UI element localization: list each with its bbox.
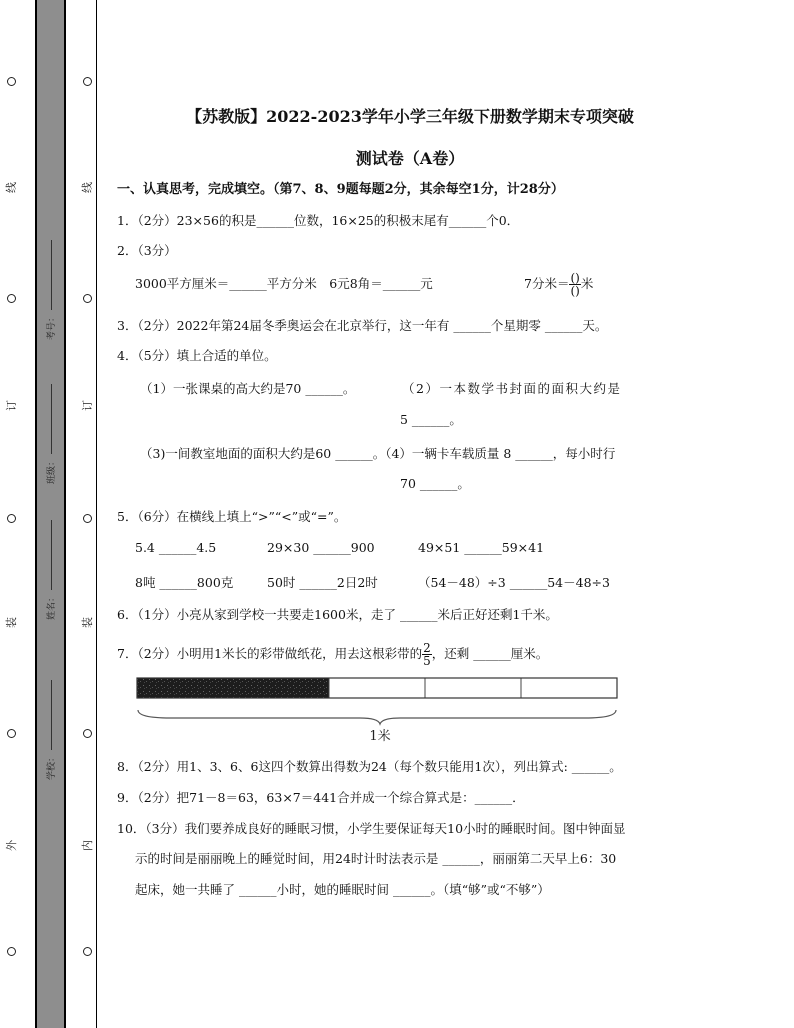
field-name — [44, 520, 57, 620]
field-class — [44, 384, 57, 484]
question-1: 1．（2分）23×56的积是______位数，16×25的积极末尾有______个0． — [117, 213, 520, 228]
punch-hole — [7, 77, 16, 86]
binding-gutter — [37, 0, 64, 1028]
margin-char-outer: 订 — [5, 400, 18, 411]
field-label: 班级： — [47, 456, 57, 484]
margin-rule-inner — [64, 0, 66, 1028]
margin-char-outer: 外 — [5, 840, 18, 851]
q7-prefix: 7．（2分）小明用1米长的彩带做纸花，用去这根彩带的 — [117, 646, 423, 661]
punch-hole — [83, 729, 92, 738]
question-2: 2．（3分） — [117, 243, 177, 258]
punch-hole — [7, 729, 16, 738]
question-6: 6．（1分）小亮从家到学校一共要走1600米，走了 ______米后正好还剩1千米。 — [117, 607, 558, 622]
question-4-2: （2）一本数学书封面的面积大约是 — [402, 381, 622, 396]
punch-hole — [83, 294, 92, 303]
fraction-denominator: 5 — [423, 654, 431, 668]
ribbon-remaining-segment — [521, 678, 617, 698]
question-4: 4．（5分）填上合适的单位。 — [117, 348, 277, 363]
punch-hole — [7, 947, 16, 956]
fraction — [569, 272, 580, 297]
section-heading: 一、认真思考，完成填空。（第7、8、9题每题2分，其余每空1分，计28分） — [117, 182, 564, 197]
page-title: 【苏教版】2022-2023学年小学三年级下册数学期末专项突破 — [186, 107, 634, 126]
question-10-line-2: 示的时间是丽丽晚上的睡觉时间，用24时计时法表示是 ______，丽丽第二天早上6：30 — [135, 851, 617, 866]
ribbon-used-segment — [137, 678, 329, 698]
question-8: 8．（2分）用1、3、6、6这四个数算出得数为24（每个数只能用1次），列出算式: ______。 — [117, 759, 622, 774]
margin-char-inner: 内 — [81, 840, 94, 851]
question-10-line-3: 起床，她一共睡了 ______小时，她的睡眠时间 ______。（填“够”或“不够”） — [135, 882, 550, 897]
margin-rule-right — [96, 0, 97, 1028]
ribbon-figure — [130, 672, 625, 748]
margin-char-inner: 线 — [81, 182, 94, 193]
field-exam-number — [44, 240, 57, 340]
fraction-numerator: 2 — [423, 641, 431, 655]
question-2-part-b — [524, 272, 593, 297]
q2b-prefix: 7分米＝ — [524, 276, 570, 291]
ribbon-remaining-segment — [329, 678, 425, 698]
field-label: 考号： — [47, 312, 57, 340]
question-7 — [117, 642, 548, 667]
page-subtitle: 测试卷（A卷） — [355, 149, 465, 168]
question-3: 3．（2分）2022年第24届冬季奥运会在北京举行，这一年有 ______个星期零 ______天。 — [117, 318, 608, 333]
compare-item: （54－48）÷3 ______54－48÷3 — [418, 575, 610, 590]
question-4-4-answer: 70 ______。 — [400, 476, 470, 491]
q2b-suffix: 米 — [580, 276, 594, 291]
field-label: 姓名： — [47, 592, 57, 620]
ribbon-remaining-segment — [425, 678, 521, 698]
field-label: 学校： — [47, 752, 57, 780]
ribbon-brace — [138, 710, 616, 724]
punch-hole — [7, 514, 16, 523]
compare-item: 29×30 ______900 — [267, 540, 375, 555]
question-4-3: （3)一间教室地面的面积大约是60 ______。（4）一辆卡车载质量 8 ______，每小时行 — [140, 446, 616, 461]
fraction-denominator: () — [570, 284, 580, 298]
punch-hole — [7, 294, 16, 303]
punch-hole — [83, 947, 92, 956]
q7-suffix: ，还剩 ______厘米。 — [431, 646, 549, 661]
compare-item: 8吨 ______800克 — [135, 575, 234, 590]
field-school — [44, 680, 57, 780]
margin-char-inner: 装 — [81, 617, 94, 628]
fraction-numerator: () — [570, 271, 580, 285]
compare-item: 49×51 ______59×41 — [418, 540, 545, 555]
margin-char-outer: 装 — [5, 617, 18, 628]
compare-item: 5.4 ______4.5 — [135, 540, 217, 555]
margin-char-outer: 线 — [5, 182, 18, 193]
question-9: 9．（2分）把71－8＝63，63×7＝441合并成一个综合算式是：______． — [117, 790, 525, 805]
fraction — [422, 642, 432, 667]
question-5: 5．（6分）在横线上填上“>”“<”或“=”。 — [117, 509, 347, 524]
punch-hole — [83, 77, 92, 86]
question-4-1: （1）一张课桌的高大约是70 ______。 — [140, 381, 356, 396]
punch-hole — [83, 514, 92, 523]
question-2-part-a: 3000平方厘米＝______平方分米 6元8角＝______元 — [135, 276, 433, 291]
ribbon-label: 1米 — [369, 729, 391, 744]
compare-item: 50时 ______2日2时 — [267, 575, 378, 590]
margin-char-inner: 订 — [81, 400, 94, 411]
question-10-line-1: 10．（3分）我们要养成良好的睡眠习惯，小学生要保证每天10小时的睡眠时间。图中钟面显 — [117, 821, 626, 836]
question-4-2-answer: 5 ______。 — [400, 412, 462, 427]
